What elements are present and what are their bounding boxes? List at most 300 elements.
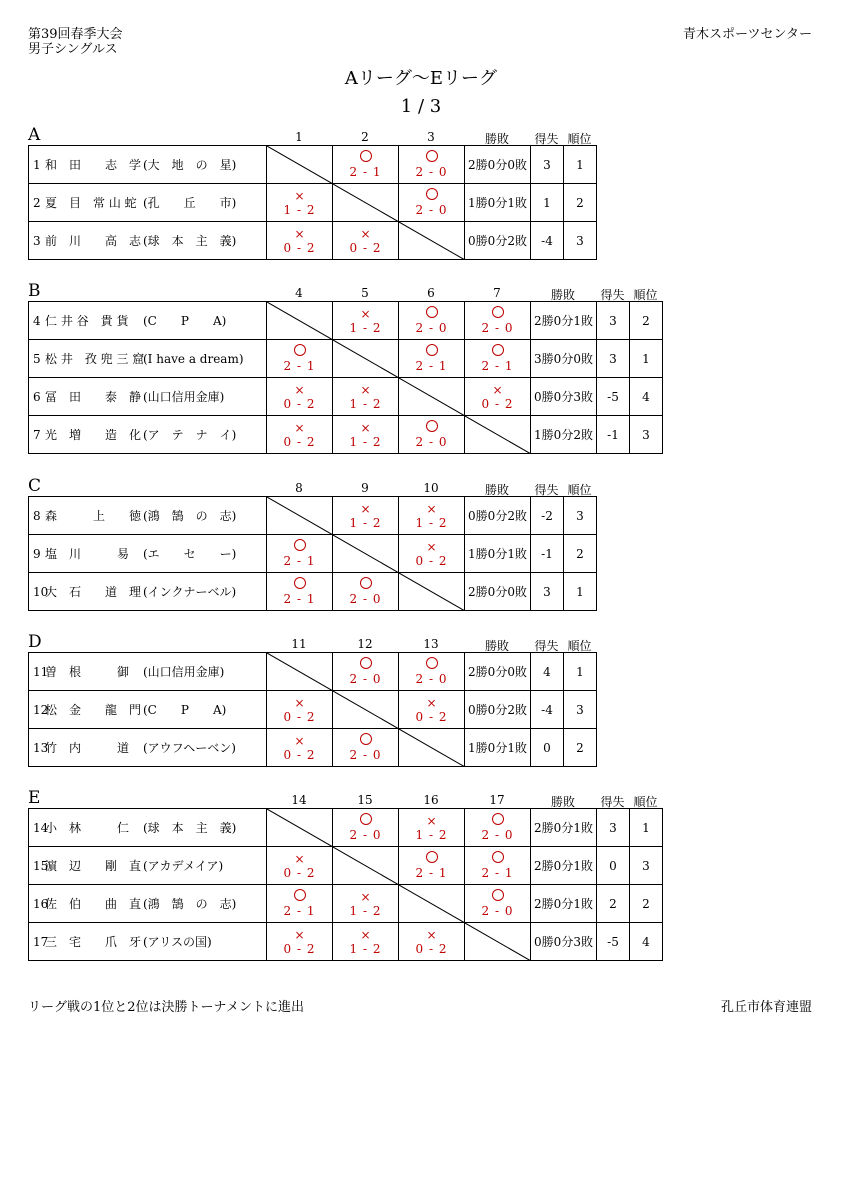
match-score: 2 - 0: [415, 672, 448, 686]
loss-cross-icon: ×: [294, 382, 305, 397]
win-circle-icon: [426, 188, 438, 200]
match-score: 2 - 1: [415, 866, 448, 880]
player-cell: [29, 809, 267, 847]
match-score: 1 - 2: [349, 320, 382, 335]
league-table: [28, 145, 597, 260]
match-score: 2 - 1: [283, 592, 316, 606]
self-match-cell: [333, 184, 399, 222]
column-header: 14: [291, 793, 307, 807]
column-header: 2: [361, 130, 369, 144]
match-result-cell: [333, 302, 399, 340]
win-circle-icon: [426, 344, 438, 356]
column-header: 7: [493, 286, 501, 300]
match-result-cell: [465, 809, 531, 847]
player-club: (アカデメイア): [143, 859, 224, 873]
player-number: 4: [33, 313, 41, 328]
match-result-cell: [465, 302, 531, 340]
match-result-cell: [399, 340, 465, 378]
rank: 1: [564, 146, 597, 184]
diagonal-line: [333, 340, 399, 378]
rank: 1: [630, 809, 663, 847]
match-result-cell: [267, 184, 333, 222]
player-number: 14: [33, 820, 49, 835]
rank: 3: [630, 847, 663, 885]
column-header: 11: [291, 637, 307, 651]
match-score: 1 - 2: [349, 903, 382, 918]
loss-cross-icon: ×: [360, 927, 371, 942]
player-club: (孔 丘 市): [143, 196, 237, 210]
match-result-cell: [399, 535, 465, 573]
column-header: 3: [427, 130, 435, 144]
match-score: 1 - 2: [349, 396, 382, 411]
player-name: 松 井 孜 兜 三 窟: [45, 352, 145, 366]
player-cell: [29, 847, 267, 885]
point-difference: -1: [531, 535, 564, 573]
self-match-cell: [333, 535, 399, 573]
player-name: 夏 目 常 山 蛇: [45, 196, 137, 210]
self-match-cell: [399, 222, 465, 260]
match-result-cell: [267, 691, 333, 729]
diagonal-line: [333, 847, 399, 885]
match-score: 2 - 1: [349, 165, 382, 179]
self-match-cell: [465, 923, 531, 961]
player-name: 竹 内 道: [45, 741, 130, 755]
player-name: 佐 伯 曲 直: [45, 897, 142, 911]
win-circle-icon: [492, 306, 504, 318]
match-result-cell: [399, 302, 465, 340]
league-table: [28, 652, 597, 767]
column-header: 勝敗: [550, 795, 575, 809]
player-cell: [29, 535, 267, 573]
rank: 3: [630, 416, 663, 454]
match-result-cell: [333, 885, 399, 923]
player-cell: [29, 923, 267, 961]
point-difference: -1: [597, 416, 630, 454]
match-result-cell: [267, 340, 333, 378]
match-score: 2 - 0: [349, 828, 382, 842]
player-number: 7: [33, 427, 41, 442]
self-match-cell: [399, 885, 465, 923]
rank: 2: [564, 729, 597, 767]
win-loss-record: 2勝0分1敗: [531, 885, 597, 923]
column-header: 8: [295, 481, 303, 495]
player-row: [29, 302, 663, 340]
player-number: 6: [33, 389, 41, 404]
column-header: 5: [361, 286, 369, 300]
win-loss-record: 1勝0分2敗: [531, 416, 597, 454]
match-result-cell: [267, 378, 333, 416]
player-cell: [29, 497, 267, 535]
match-result-cell: [267, 573, 333, 611]
loss-cross-icon: ×: [426, 501, 437, 516]
column-header: 得失: [534, 483, 559, 497]
player-row: [29, 847, 663, 885]
group-label: B: [28, 281, 41, 301]
loss-cross-icon: ×: [294, 226, 305, 241]
loss-cross-icon: ×: [426, 695, 437, 710]
league-table: [28, 301, 663, 454]
match-score: 2 - 0: [415, 165, 448, 179]
player-name: 和 田 志 学: [45, 158, 142, 172]
player-name: 冨 田 泰 静: [45, 390, 142, 404]
win-circle-icon: [294, 889, 306, 901]
diagonal-line: [399, 729, 465, 767]
loss-cross-icon: ×: [360, 501, 371, 516]
point-difference: -4: [531, 222, 564, 260]
win-loss-record: 1勝0分1敗: [465, 729, 531, 767]
column-header: 得失: [534, 132, 559, 146]
win-circle-icon: [426, 420, 438, 432]
player-cell: [29, 302, 267, 340]
diagonal-line: [399, 885, 465, 923]
venue-name: 青木スポーツセンター: [683, 27, 812, 42]
match-score: 2 - 1: [283, 554, 316, 568]
player-club: (アリスの国): [143, 935, 212, 949]
loss-cross-icon: ×: [426, 813, 437, 828]
player-cell: [29, 378, 267, 416]
player-number: 13: [33, 740, 49, 755]
match-score: 0 - 2: [415, 709, 448, 724]
win-loss-record: 2勝0分0敗: [465, 653, 531, 691]
column-header: 12: [357, 637, 373, 651]
player-name: 森 上 徳: [45, 509, 142, 523]
point-difference: 0: [597, 847, 630, 885]
point-difference: 3: [597, 340, 630, 378]
player-number: 9: [33, 546, 41, 561]
player-name: 小 林 仁: [45, 821, 130, 835]
win-loss-record: 1勝0分1敗: [465, 184, 531, 222]
match-result-cell: [267, 416, 333, 454]
player-row: [29, 691, 597, 729]
player-row: [29, 222, 597, 260]
rank: 1: [630, 340, 663, 378]
rank: 1: [564, 653, 597, 691]
player-cell: [29, 146, 267, 184]
group-label: A: [28, 125, 41, 145]
player-club: (山口信用金庫): [143, 665, 225, 679]
match-result-cell: [465, 378, 531, 416]
match-result-cell: [267, 847, 333, 885]
player-row: [29, 184, 597, 222]
match-score: 2 - 1: [283, 359, 316, 373]
win-loss-record: 1勝0分1敗: [465, 535, 531, 573]
self-match-cell: [267, 809, 333, 847]
diagonal-line: [267, 302, 333, 340]
page-title: Aリーグ〜Eリーグ: [344, 68, 498, 89]
match-score: 2 - 0: [415, 203, 448, 217]
match-score: 2 - 1: [415, 359, 448, 373]
match-result-cell: [333, 497, 399, 535]
league-table: [28, 808, 663, 961]
win-circle-icon: [492, 344, 504, 356]
player-club: (鴻 鵠 の 志): [143, 897, 237, 911]
match-result-cell: [267, 729, 333, 767]
tournament-name: 第39回春季大会: [28, 27, 123, 42]
win-circle-icon: [294, 539, 306, 551]
player-cell: [29, 416, 267, 454]
win-loss-record: 0勝0分3敗: [531, 923, 597, 961]
match-score: 1 - 2: [349, 515, 382, 530]
player-row: [29, 146, 597, 184]
point-difference: 3: [597, 302, 630, 340]
diagonal-line: [333, 184, 399, 222]
win-loss-record: 2勝0分1敗: [531, 302, 597, 340]
win-circle-icon: [294, 577, 306, 589]
match-result-cell: [399, 847, 465, 885]
player-name: 前 川 高 志: [45, 234, 142, 248]
match-result-cell: [267, 535, 333, 573]
player-row: [29, 923, 663, 961]
column-header: 6: [427, 286, 435, 300]
column-header: 勝敗: [484, 132, 509, 146]
loss-cross-icon: ×: [360, 306, 371, 321]
loss-cross-icon: ×: [360, 420, 371, 435]
player-club: (球 本 主 義): [143, 821, 237, 835]
point-difference: 3: [531, 146, 564, 184]
match-result-cell: [465, 885, 531, 923]
point-difference: 3: [597, 809, 630, 847]
match-result-cell: [333, 809, 399, 847]
diagonal-line: [465, 416, 531, 454]
player-number: 5: [33, 351, 41, 366]
win-loss-record: 2勝0分0敗: [465, 146, 531, 184]
player-club: (鴻 鵠 の 志): [143, 509, 237, 523]
match-score: 0 - 2: [283, 434, 316, 449]
rank: 3: [564, 497, 597, 535]
loss-cross-icon: ×: [294, 927, 305, 942]
player-row: [29, 809, 663, 847]
column-header: 15: [357, 793, 373, 807]
self-match-cell: [399, 729, 465, 767]
diagonal-line: [267, 809, 333, 847]
column-header: 順位: [633, 288, 658, 302]
player-club: (球 本 主 義): [143, 234, 237, 248]
match-result-cell: [333, 923, 399, 961]
column-header: 順位: [567, 132, 592, 146]
player-club: (インクナーベル): [143, 585, 237, 599]
player-row: [29, 885, 663, 923]
player-cell: [29, 184, 267, 222]
win-circle-icon: [492, 851, 504, 863]
match-result-cell: [333, 573, 399, 611]
player-row: [29, 729, 597, 767]
column-header: 1: [295, 130, 303, 144]
self-match-cell: [465, 416, 531, 454]
match-score: 0 - 2: [283, 747, 316, 762]
point-difference: -4: [531, 691, 564, 729]
match-score: 1 - 2: [415, 515, 448, 530]
column-header: 13: [423, 637, 439, 651]
win-circle-icon: [492, 889, 504, 901]
match-score: 0 - 2: [283, 941, 316, 956]
loss-cross-icon: ×: [492, 382, 503, 397]
player-club: (大 地 の 星): [143, 158, 237, 172]
player-number: 10: [33, 584, 49, 599]
column-header: 10: [423, 481, 439, 495]
rank: 4: [630, 378, 663, 416]
column-header: 16: [423, 793, 439, 807]
player-name: 松 金 龍 門: [45, 703, 142, 717]
player-club: (I have a dream): [143, 351, 244, 366]
player-row: [29, 340, 663, 378]
match-score: 0 - 2: [283, 396, 316, 411]
column-header: 9: [361, 481, 369, 495]
point-difference: 1: [531, 184, 564, 222]
match-score: 0 - 2: [283, 709, 316, 724]
column-header: 順位: [567, 483, 592, 497]
point-difference: -2: [531, 497, 564, 535]
player-name: 仁 井 谷 貴 貨: [45, 314, 129, 328]
player-cell: [29, 573, 267, 611]
column-header: 得失: [600, 795, 625, 809]
column-header: 順位: [567, 639, 592, 653]
diagonal-line: [399, 573, 465, 611]
match-result-cell: [333, 222, 399, 260]
win-circle-icon: [426, 657, 438, 669]
player-row: [29, 653, 597, 691]
player-number: 1: [33, 157, 41, 172]
column-header: 得失: [600, 288, 625, 302]
loss-cross-icon: ×: [426, 539, 437, 554]
match-result-cell: [465, 847, 531, 885]
win-loss-record: 0勝0分2敗: [465, 497, 531, 535]
match-score: 1 - 2: [349, 941, 382, 956]
match-result-cell: [333, 653, 399, 691]
player-club: (山口信用金庫): [143, 390, 225, 404]
self-match-cell: [333, 691, 399, 729]
match-score: 0 - 2: [283, 865, 316, 880]
match-score: 2 - 0: [349, 592, 382, 606]
player-name: 大 石 道 理: [45, 585, 142, 599]
self-match-cell: [399, 378, 465, 416]
loss-cross-icon: ×: [360, 889, 371, 904]
self-match-cell: [267, 302, 333, 340]
point-difference: -5: [597, 923, 630, 961]
player-club: (C P A): [143, 703, 227, 717]
point-difference: -5: [597, 378, 630, 416]
player-club: (ア テ ナ イ): [143, 428, 237, 442]
rank: 2: [630, 302, 663, 340]
footer-note: リーグ戦の1位と2位は決勝トーナメントに進出: [28, 1000, 305, 1015]
player-number: 16: [33, 896, 49, 911]
player-club: (アウフヘーベン): [143, 741, 236, 755]
diagonal-line: [465, 923, 531, 961]
win-loss-record: 2勝0分1敗: [531, 809, 597, 847]
column-header: 得失: [534, 639, 559, 653]
player-cell: [29, 340, 267, 378]
rank: 2: [564, 184, 597, 222]
self-match-cell: [333, 340, 399, 378]
match-result-cell: [399, 809, 465, 847]
match-score: 2 - 0: [481, 828, 514, 842]
player-row: [29, 573, 597, 611]
player-name: 曽 根 御: [45, 665, 130, 679]
league-table: [28, 496, 597, 611]
match-score: 2 - 0: [349, 672, 382, 686]
win-circle-icon: [426, 306, 438, 318]
rank: 1: [564, 573, 597, 611]
loss-cross-icon: ×: [294, 695, 305, 710]
win-loss-record: 0勝0分3敗: [531, 378, 597, 416]
player-number: 11: [33, 664, 49, 679]
match-result-cell: [399, 184, 465, 222]
player-cell: [29, 691, 267, 729]
win-circle-icon: [360, 657, 372, 669]
player-club: (エ セ ー): [143, 547, 237, 561]
player-cell: [29, 653, 267, 691]
player-name: 光 増 造 化: [45, 428, 142, 442]
match-score: 2 - 1: [283, 904, 316, 918]
rank: 2: [630, 885, 663, 923]
match-result-cell: [399, 497, 465, 535]
match-score: 2 - 1: [481, 866, 514, 880]
point-difference: 4: [531, 653, 564, 691]
column-header: 勝敗: [550, 288, 575, 302]
win-circle-icon: [360, 577, 372, 589]
win-loss-record: 0勝0分2敗: [465, 222, 531, 260]
player-number: 15: [33, 858, 49, 873]
match-result-cell: [399, 146, 465, 184]
match-score: 2 - 0: [349, 748, 382, 762]
match-result-cell: [267, 885, 333, 923]
self-match-cell: [267, 653, 333, 691]
match-score: 1 - 2: [283, 202, 316, 217]
player-number: 2: [33, 195, 41, 210]
win-circle-icon: [492, 813, 504, 825]
match-result-cell: [333, 729, 399, 767]
match-result-cell: [465, 340, 531, 378]
diagonal-line: [267, 653, 333, 691]
group-label: C: [28, 476, 42, 496]
player-number: 12: [33, 702, 49, 717]
player-row: [29, 497, 597, 535]
match-score: 2 - 0: [481, 321, 514, 335]
match-score: 0 - 2: [415, 941, 448, 956]
self-match-cell: [333, 847, 399, 885]
match-result-cell: [333, 378, 399, 416]
player-name: 三 宅 爪 牙: [45, 935, 142, 949]
group-label: E: [28, 788, 41, 808]
rank: 4: [630, 923, 663, 961]
column-header: 17: [489, 793, 505, 807]
player-cell: [29, 885, 267, 923]
player-row: [29, 416, 663, 454]
match-score: 2 - 0: [481, 904, 514, 918]
loss-cross-icon: ×: [294, 188, 305, 203]
loss-cross-icon: ×: [360, 382, 371, 397]
column-header: 勝敗: [484, 639, 509, 653]
self-match-cell: [267, 146, 333, 184]
win-circle-icon: [360, 813, 372, 825]
player-row: [29, 378, 663, 416]
self-match-cell: [399, 573, 465, 611]
rank: 3: [564, 691, 597, 729]
loss-cross-icon: ×: [294, 733, 305, 748]
point-difference: 2: [597, 885, 630, 923]
match-result-cell: [399, 923, 465, 961]
win-circle-icon: [426, 851, 438, 863]
player-number: 17: [33, 934, 49, 949]
loss-cross-icon: ×: [360, 226, 371, 241]
event-name: 男子シングルス: [28, 42, 118, 57]
diagonal-line: [267, 497, 333, 535]
player-number: 8: [33, 508, 41, 523]
loss-cross-icon: ×: [294, 851, 305, 866]
match-score: 2 - 0: [415, 321, 448, 335]
win-loss-record: 2勝0分0敗: [465, 573, 531, 611]
rank: 3: [564, 222, 597, 260]
match-result-cell: [399, 416, 465, 454]
